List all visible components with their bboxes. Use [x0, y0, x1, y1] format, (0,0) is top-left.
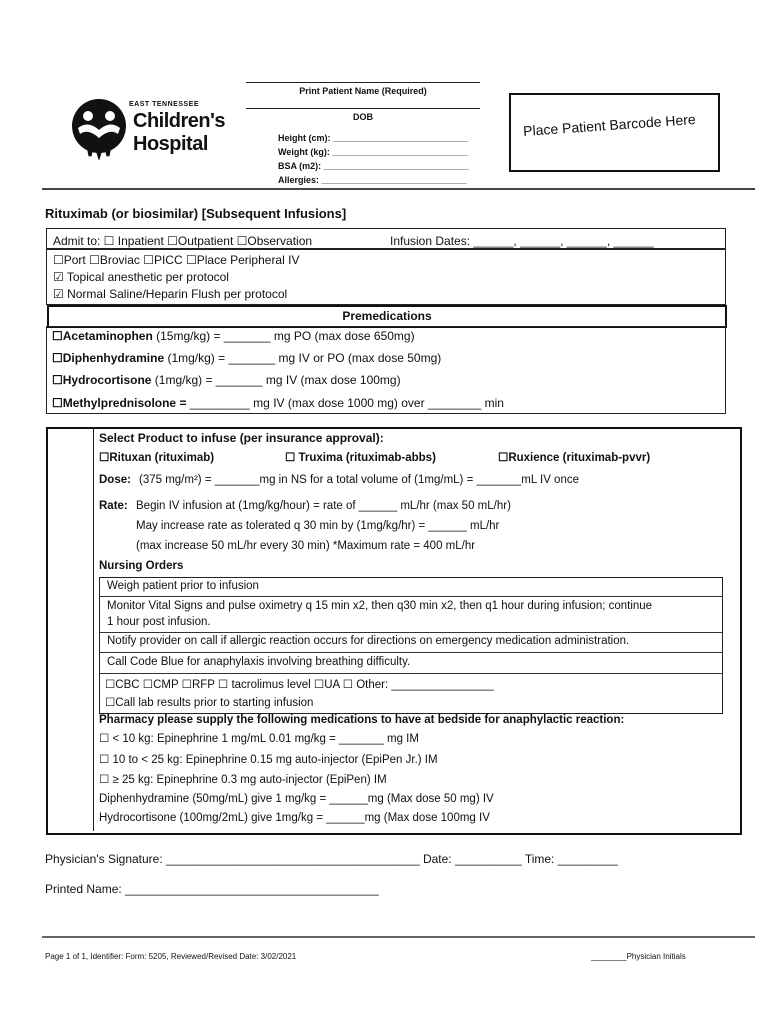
line-access-options[interactable]: ☐Port ☐Broviac ☐PICC ☐Place Peripheral IV — [53, 253, 300, 267]
barcode-box — [509, 93, 720, 172]
logo-hospital: Hospital — [133, 133, 208, 155]
patient-name-line — [246, 82, 480, 83]
dose-text: (375 mg/m²) = _______mg in NS for a total volume of (1mg/mL) = _______mL IV once — [139, 474, 579, 486]
form-title: Rituximab (or biosimilar) [Subsequent Infusions] — [45, 206, 347, 221]
logo-east-tennessee: EAST TENNESSEE — [129, 101, 200, 108]
product-box-divider — [93, 427, 94, 831]
saline-flush-checkbox[interactable]: ☑ Normal Saline/Heparin Flush per protocol — [53, 287, 288, 301]
nursing-row-weigh: Weigh patient prior to infusion — [107, 580, 259, 592]
premedications-heading: Premedications — [47, 305, 727, 328]
nursing-row-notify: Notify provider on call if allergic reaction occurs for directions on emergency medication administration. — [107, 635, 630, 647]
header-divider — [42, 188, 755, 190]
rate-line-2: May increase rate as tolerated q 30 min by (1mg/kg/hr) = ______ mL/hr — [136, 520, 500, 532]
epinephrine-under-10kg[interactable]: ☐ < 10 kg: Epinephrine 1 mg/mL 0.01 mg/kg = _______ mg IM — [99, 733, 419, 745]
infusion-dates[interactable]: Infusion Dates: ______, ______, ______, ______ — [390, 234, 654, 248]
nursing-row-divider — [99, 673, 722, 674]
nursing-row-divider — [99, 596, 722, 597]
nursing-row-divider — [99, 632, 722, 633]
footer-identifier: Page 1 of 1, Identifier: Form: 5205, Reviewed/Revised Date: 3/02/2021 — [45, 952, 297, 961]
nursing-row-vitals-cont: 1 hour post infusion. — [107, 616, 211, 628]
footer-divider — [42, 936, 755, 938]
barcode-label: Place Patient Barcode Here — [522, 110, 697, 140]
dose-label: Dose: — [99, 474, 131, 486]
physician-initials[interactable]: ________Physician Initials — [591, 952, 686, 961]
allergies-field: Allergies: _____________________________ — [278, 175, 467, 185]
rate-line-3: (max increase 50 mL/hr every 30 min) *Maximum rate = 400 mL/hr — [136, 540, 476, 552]
printed-name-line[interactable]: Printed Name: ______________________________________ — [45, 882, 379, 896]
rate-label: Rate: — [99, 500, 128, 512]
epinephrine-over-25kg[interactable]: ☐ ≥ 25 kg: Epinephrine 0.3 mg auto-injector (EpiPen) IM — [99, 774, 387, 786]
hospital-logo-icon — [68, 98, 130, 160]
topical-anesthetic-checkbox[interactable]: ☑ Topical anesthetic per protocol — [53, 270, 229, 284]
premed-acetaminophen[interactable]: ☐Acetaminophen (15mg/kg) = _______ mg PO (max dose 650mg) — [52, 329, 415, 343]
product-ruxience[interactable]: ☐Ruxience (rituximab-pvvr) — [498, 452, 651, 464]
premed-methylprednisolone[interactable]: ☐Methylprednisolone = _________ mg IV (max dose 1000 mg) over ________ min — [52, 396, 504, 410]
product-heading: Select Product to infuse (per insurance approval): — [99, 431, 384, 445]
lab-options[interactable]: ☐CBC ☐CMP ☐RFP ☐ tacrolimus level ☐UA ☐ Other: ________________ — [105, 679, 494, 691]
premed-diphenhydramine[interactable]: ☐Diphenhydramine (1mg/kg) = _______ mg IV or PO (max dose 50mg) — [52, 351, 442, 365]
product-truxima[interactable]: ☐ Truxima (rituximab-abbs) — [285, 452, 436, 464]
patient-name-caption: Print Patient Name (Required) — [299, 86, 427, 96]
height-field: Height (cm): ___________________________ — [278, 133, 469, 143]
rate-line-1: Begin IV infusion at (1mg/kg/hour) = rate of ______ mL/hr (max 50 mL/hr) — [136, 500, 511, 512]
logo-childrens: Children's — [133, 110, 225, 132]
nursing-row-code-blue: Call Code Blue for anaphylaxis involving breathing difficulty. — [107, 656, 411, 668]
product-rituxan[interactable]: ☐Rituxan (rituximab) — [99, 452, 215, 464]
physician-signature-line[interactable]: Physician's Signature: ______________________________________ Date: __________ Time: _________ — [45, 852, 618, 866]
nursing-row-divider — [99, 652, 722, 653]
epinephrine-10-25kg[interactable]: ☐ 10 to < 25 kg: Epinephrine 0.15 mg auto-injector (EpiPen Jr.) IM — [99, 754, 438, 766]
nursing-orders-heading: Nursing Orders — [99, 560, 184, 572]
diphenhydramine-order: Diphenhydramine (50mg/mL) give 1 mg/kg = ______mg (Max dose 50 mg) IV — [99, 793, 494, 805]
weight-field: Weight (kg): ___________________________ — [278, 147, 468, 157]
premed-hydrocortisone[interactable]: ☐Hydrocortisone (1mg/kg) = _______ mg IV (max dose 100mg) — [52, 373, 401, 387]
pharmacy-heading: Pharmacy please supply the following medications to have at bedside for anaphylactic reaction: — [99, 714, 625, 726]
call-lab-results-checkbox[interactable]: ☐Call lab results prior to starting infusion — [105, 697, 314, 709]
dob-caption: DOB — [353, 112, 373, 122]
admit-options[interactable]: Admit to: ☐ Inpatient ☐Outpatient ☐Observation — [53, 234, 313, 248]
nursing-row-vitals: Monitor Vital Signs and pulse oximetry q 15 min x2, then q30 min x2, then q1 hour during infusion; continue — [107, 600, 653, 612]
hydrocortisone-order: Hydrocortisone (100mg/2mL) give 1mg/kg = ______mg (Max dose 100mg IV — [99, 812, 490, 824]
bsa-field: BSA (m2): _____________________________ — [278, 161, 469, 171]
dob-line — [246, 108, 480, 109]
